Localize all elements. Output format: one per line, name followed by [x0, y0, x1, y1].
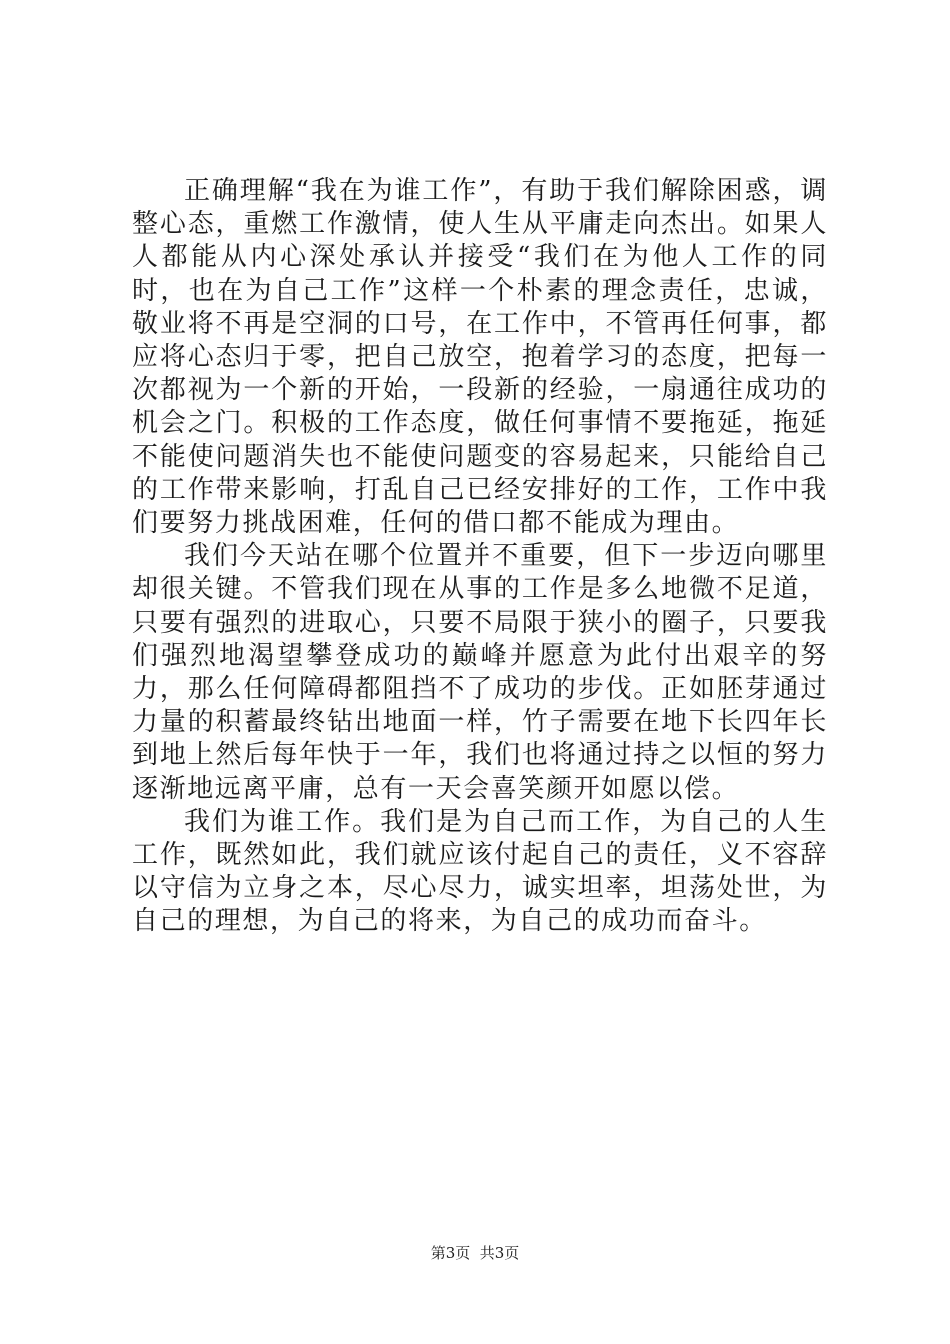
paragraph: 我们今天站在哪个位置并不重要，但下一步迈向哪里却很关键。不管我们现在从事的工作是多么地微不足道，只要有强烈的进取心，只要不局限于狭小的圈子，只要我们强烈地渴望攀登成功的巅峰并愿意为此付出艰辛的努力，那么任何障碍都阻挡不了成功的步伐。正如胚芽通过力量的积蓄最终钻出地面一样，竹子需要在地下长四年长到地上然后每年快于一年，我们也将通过持之以恒的努力逐渐地远离平庸，总有一天会喜笑颜开如愿以偿。: [132, 541, 828, 804]
document-body: [132, 175, 828, 939]
page-number: 第3页 共3页: [430, 1244, 520, 1262]
paragraph: 正确理解“我在为谁工作”，有助于我们解除困惑，调整心态，重燃工作激情，使人生从平庸走向杰出。如果人人都能从内心深处承认并接受“我们在为他人工作的同时，也在为自己工作”这样一个朴素的理念责任，忠诚，敬业将不再是空洞的口号，在工作中，不管再任何事，都应将心态归于零，把自己放空，抱着学习的态度，把每一次都视为一个新的开始，一段新的经验，一扇通往成功的机会之门。积极的工作态度，做任何事情不要拖延，拖延不能使问题消失也不能使问题变的容易起来，只能给自己的工作带来影响，打乱自己已经安排好的工作，工作中我们要努力挑战困难，任何的借口都不能成为理由。: [132, 176, 828, 539]
page-footer: [0, 1243, 950, 1263]
paragraph: 我们为谁工作。我们是为自己而工作，为自己的人生工作，既然如此，我们就应该付起自己的责任，义不容辞以守信为立身之本，尽心尽力，诚实坦率，坦荡处世，为自己的理想，为自己的将来，为自己的成功而奋斗。: [132, 806, 828, 937]
